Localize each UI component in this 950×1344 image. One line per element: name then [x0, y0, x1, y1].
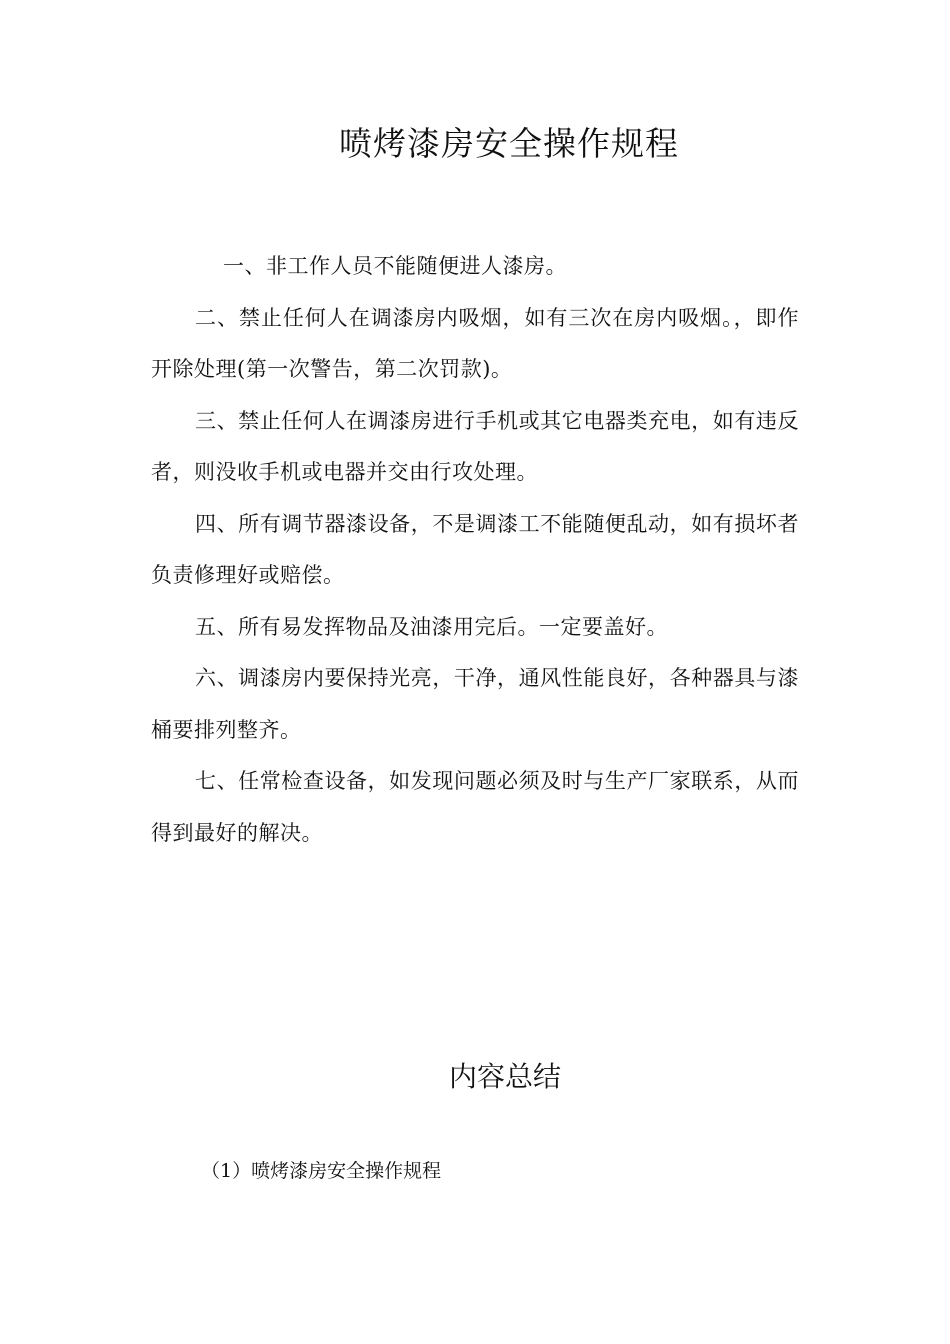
document-title: 喷烤漆房安全操作规程: [339, 124, 679, 163]
summary-item: （1）喷烤漆房安全操作规程: [201, 1160, 442, 1182]
document-body: [151, 241, 799, 859]
rule-paragraph-1: 一、非工作人员不能随便进人漆房。: [223, 254, 567, 278]
rule-paragraph-6: 六、调漆房内要保持光亮，干净，通风性能良好，各种器具与漆桶要排列整齐。: [151, 666, 799, 742]
rule-paragraph-7: 七、任常检查设备，如发现问题必须及时与生产厂家联系，从而得到最好的解决。: [151, 769, 799, 845]
rule-paragraph-2: 二、禁止任何人在调漆房内吸烟，如有三次在房内吸烟。，即作开除处理(第一次警告，第二次罚款)。: [151, 305, 799, 381]
rule-paragraph-3: 三、禁止任何人在调漆房进行手机或其它电器类充电，如有违反者，则没收手机或电器并交由行攻处理。: [151, 408, 799, 484]
rule-paragraph-4: 四、所有调节器漆设备，不是调漆工不能随便乱动，如有损坏者负责修理好或赔偿。: [151, 511, 799, 587]
summary-title: 内容总结: [448, 1060, 561, 1093]
rule-paragraph-5: 五、所有易发挥物品及油漆用完后。一定要盖好。: [195, 614, 668, 639]
